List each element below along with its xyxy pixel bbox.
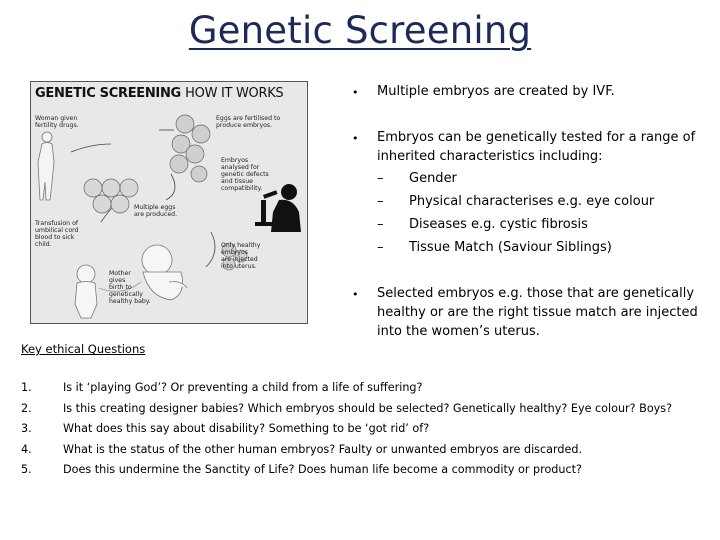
label-mother-gives-birth: Mother gives birth to genetically healthy baby. [109, 270, 151, 305]
question-text: Is it ‘playing God’? Or preventing a child from a life of suffering? [63, 381, 423, 394]
illustration-heading [35, 86, 283, 101]
bullet-dot: • [352, 288, 359, 301]
question-number: 2. [21, 401, 32, 415]
sub-item-physical [377, 191, 654, 212]
sub-item-tissue-match [377, 237, 612, 258]
dash: – [377, 217, 384, 232]
question-text: What does this say about disability? Something to be ‘got rid’ of? [63, 422, 430, 435]
question-text: Is this creating designer babies? Which embryos should be selected? Genetically healthy? Eye colour? Boys? [63, 401, 673, 415]
sub-item-text: Tissue Match (Saviour Siblings) [409, 240, 612, 255]
bullet-dot: • [352, 132, 359, 145]
bullet-dot: • [352, 86, 359, 99]
sub-item-text: Diseases e.g. cystic fibrosis [409, 217, 588, 232]
label-embryos-analysed: Embryos analysed for genetic defects and tissue compatibility. [221, 157, 269, 192]
question-number: 3. [21, 422, 32, 435]
sub-item-text: Physical characterises e.g. eye colour [409, 194, 655, 209]
question-number: 1. [21, 381, 32, 394]
label-eggs-fertilised: Eggs are fertilised to produce embryos. [216, 115, 281, 129]
label-woman-fertility: Woman given fertility drugs. [35, 115, 79, 129]
dash: – [377, 194, 384, 209]
question-number: 4. [21, 442, 32, 456]
sub-item-text: Gender [409, 171, 457, 186]
question-text: What is the status of the other human embryos? Faulty or unwanted embryos are discarded. [63, 442, 583, 456]
dash: – [377, 240, 384, 255]
sub-item-diseases [377, 214, 588, 235]
key-questions-heading: Key ethical Questions [21, 342, 146, 356]
bullet-text: Embryos can be genetically tested for a range of inherited characteristics including: [377, 130, 696, 164]
label-transfusion: Transfusion of umbilical cord blood to sick child. [35, 220, 79, 248]
question-text: Does this undermine the Sanctity of Life? Does human life become a commodity or product? [63, 463, 582, 476]
label-healthy-embryos: Only healthy embryos are injected into uterus. [221, 242, 261, 270]
bullet-text: Selected embryos e.g. those that are genetically healthy or are the right tissue match are injected into the women’s uterus. [377, 286, 698, 339]
label-multiple-eggs: Multiple eggs are produced. [134, 204, 178, 218]
page-title: Genetic Screening [188, 9, 532, 52]
bullet-text: Multiple embryos are created by IVF. [377, 84, 615, 99]
sub-item-gender [377, 168, 457, 189]
illustration-heading-light: HOW IT WORKS [185, 86, 284, 101]
question-number: 5. [21, 463, 32, 476]
genetic-screening-illustration [30, 81, 308, 324]
dash: – [377, 171, 384, 186]
illustration-heading-bold: GENETIC SCREENING [35, 86, 181, 101]
